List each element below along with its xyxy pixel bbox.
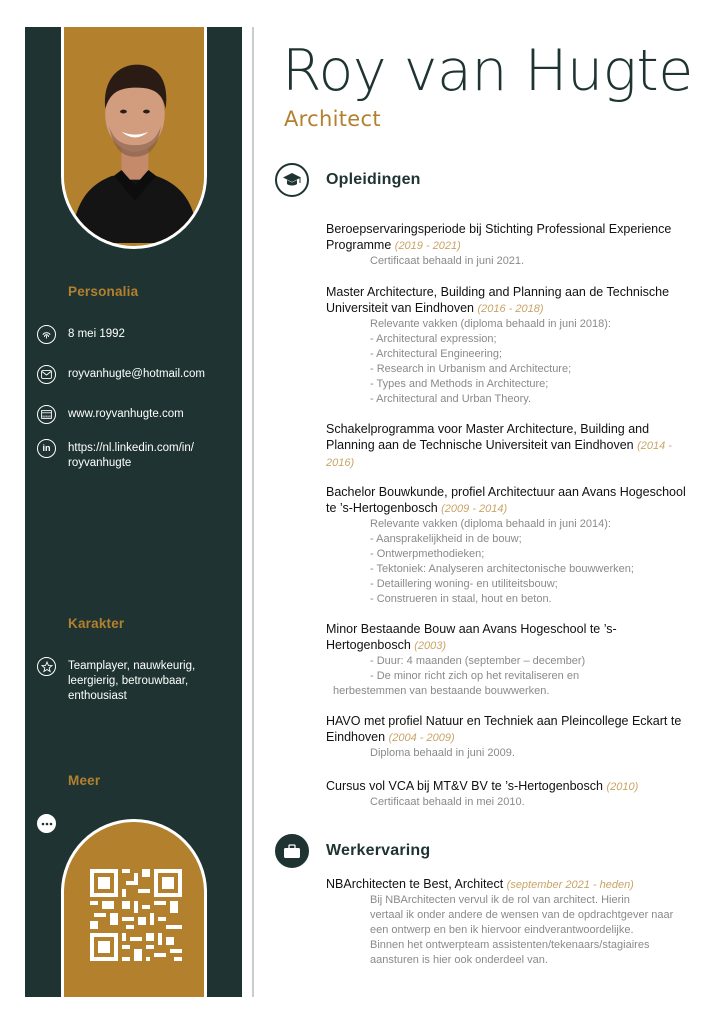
entry-title: Bachelor Bouwkunde, profiel Architectuur aan Avans Hogeschool te ’s-Hertogenbosch (2009 - 2014)	[326, 485, 686, 515]
entry-detail: herbestemmen van bestaande bouwwerken.	[333, 685, 550, 697]
briefcase-icon	[275, 834, 309, 868]
entry-title: NBArchitecten te Best, Architect (september 2021 - heden)	[326, 877, 634, 891]
education-entry	[326, 284, 698, 407]
entry-detail: Binnen het ontwerpteam assistenten/tekenaars/stagiaires	[370, 939, 650, 951]
entry-title: HAVO met profiel Natuur en Techniek aan Pleincollege Eckart te Eindhoven (2004 - 2009)	[326, 714, 682, 744]
divider	[252, 27, 254, 997]
entry-detail: - Architectural and Urban Theory.	[370, 393, 532, 405]
person-role: Architect	[284, 107, 381, 131]
qr-code[interactable]	[90, 869, 182, 961]
email-row[interactable]	[37, 367, 213, 384]
entry-detail: - Tektoniek: Analyseren architectonische bouwwerken;	[370, 563, 634, 575]
karakter-text: Teamplayer, nauwkeurig, leergierig, betrouwbaar, enthousiast	[68, 660, 196, 702]
entry-detail: - Duur: 4 maanden (september – december)	[370, 655, 586, 667]
entry-detail: Bij NBArchitecten vervul ik de rol van architect. Hierin	[370, 894, 630, 906]
entry-detail: - Aansprakelijkheid in de bouw;	[370, 533, 522, 545]
star-icon	[37, 657, 56, 676]
education-entry	[326, 221, 698, 269]
entry-dates: (2016 - 2018)	[477, 303, 544, 315]
entry-dates: (2003)	[414, 640, 447, 652]
profile-photo	[61, 27, 207, 249]
entry-dates: (2009 - 2014)	[441, 503, 508, 515]
entry-title: Beroepservaringsperiode bij Stichting Professional Experience Programme (2019 - 2021)	[326, 222, 672, 252]
entry-detail: Certificaat behaald in mei 2010.	[370, 796, 525, 808]
entry-detail: Diploma behaald in juni 2009.	[370, 747, 515, 759]
more-row[interactable]	[37, 816, 68, 833]
entry-detail: - Research in Urbanism and Architecture;	[370, 363, 572, 375]
graduation-cap-icon	[275, 163, 309, 197]
person-name: Roy van Hugte	[282, 38, 693, 104]
entry-dates: (2004 - 2009)	[388, 732, 455, 744]
personalia-heading: Personalia	[68, 284, 139, 299]
entry-title: Cursus vol VCA bij MT&V BV te ’s-Hertogenbosch (2010)	[326, 779, 639, 793]
entry-dates: (2010)	[606, 781, 639, 793]
entry-detail: - Detaillering woning- en utiliteitsbouw;	[370, 578, 558, 590]
email-link[interactable]: royvanhugte@hotmail.com	[68, 368, 205, 380]
entry-detail: aansturen is hier ook onderdeel van.	[370, 954, 548, 966]
work-entry	[326, 876, 698, 968]
entry-detail: Relevante vakken (diploma behaald in juni 2014):	[370, 518, 611, 530]
entry-detail: - Ontwerpmethodieken;	[370, 548, 485, 560]
portrait-image	[64, 27, 204, 246]
svg-text:www: www	[42, 414, 51, 419]
entry-detail: een ontwerp en ben ik hiervoor eindverantwoordelijke.	[370, 924, 634, 936]
opleidingen-header	[275, 163, 421, 197]
entry-detail: - Construeren in staal, hout en beton.	[370, 593, 552, 605]
entry-detail: - De minor richt zich op het revitaliseren en	[370, 670, 580, 682]
web-icon	[37, 405, 56, 424]
entry-detail: - Architectural Engineering;	[370, 348, 503, 360]
entry-dates: (september 2021 - heden)	[506, 879, 634, 891]
sidebar	[25, 27, 242, 997]
meer-heading: Meer	[68, 773, 101, 788]
qr-frame	[61, 819, 207, 997]
karakter-heading: Karakter	[68, 616, 125, 631]
education-entry	[326, 421, 698, 471]
website-row[interactable]	[37, 407, 213, 424]
entry-dates: (2014 - 2016)	[326, 440, 672, 469]
entry-detail: Relevante vakken (diploma behaald in juni 2018):	[370, 318, 611, 330]
fingerprint-icon	[37, 325, 56, 344]
werkervaring-header	[275, 834, 430, 868]
education-entry	[326, 621, 698, 699]
entry-title: Schakelprogramma voor Master Architecture, Building and Planning aan de Technische Universiteit van Eindhoven (2014 - 2016)	[326, 422, 672, 469]
linkedin-link[interactable]: https://nl.linkedin.com/in/ royvanhugte	[68, 442, 194, 469]
birthdate-row	[37, 327, 213, 344]
opleidingen-heading: Opleidingen	[326, 171, 421, 188]
entry-detail: vertaal ik onder andere de wensen van de opdrachtgever naar	[370, 909, 674, 921]
entry-detail: - Architectural expression;	[370, 333, 497, 345]
education-entry	[326, 484, 698, 607]
entry-detail: - Types and Methods in Architecture;	[370, 378, 549, 390]
birthdate: 8 mei 1992	[68, 328, 125, 340]
linkedin-icon: in	[37, 439, 56, 458]
education-entry	[326, 713, 698, 761]
entry-title: Master Architecture, Building and Planning aan de Technische Universiteit van Eindhoven (2016 - 2018)	[326, 285, 670, 315]
entry-dates: (2019 - 2021)	[394, 240, 461, 252]
website-link[interactable]: www.royvanhugte.com	[68, 408, 184, 420]
karakter-row	[37, 659, 218, 704]
more-icon[interactable]	[37, 814, 56, 833]
entry-title: Minor Bestaande Bouw aan Avans Hogeschool te ’s-Hertogenbosch (2003)	[326, 622, 617, 652]
linkedin-row[interactable]	[37, 441, 213, 471]
entry-detail: Certificaat behaald in juni 2021.	[370, 255, 525, 267]
education-entry	[326, 778, 698, 810]
werkervaring-heading: Werkervaring	[326, 842, 431, 859]
mail-icon	[37, 365, 56, 384]
